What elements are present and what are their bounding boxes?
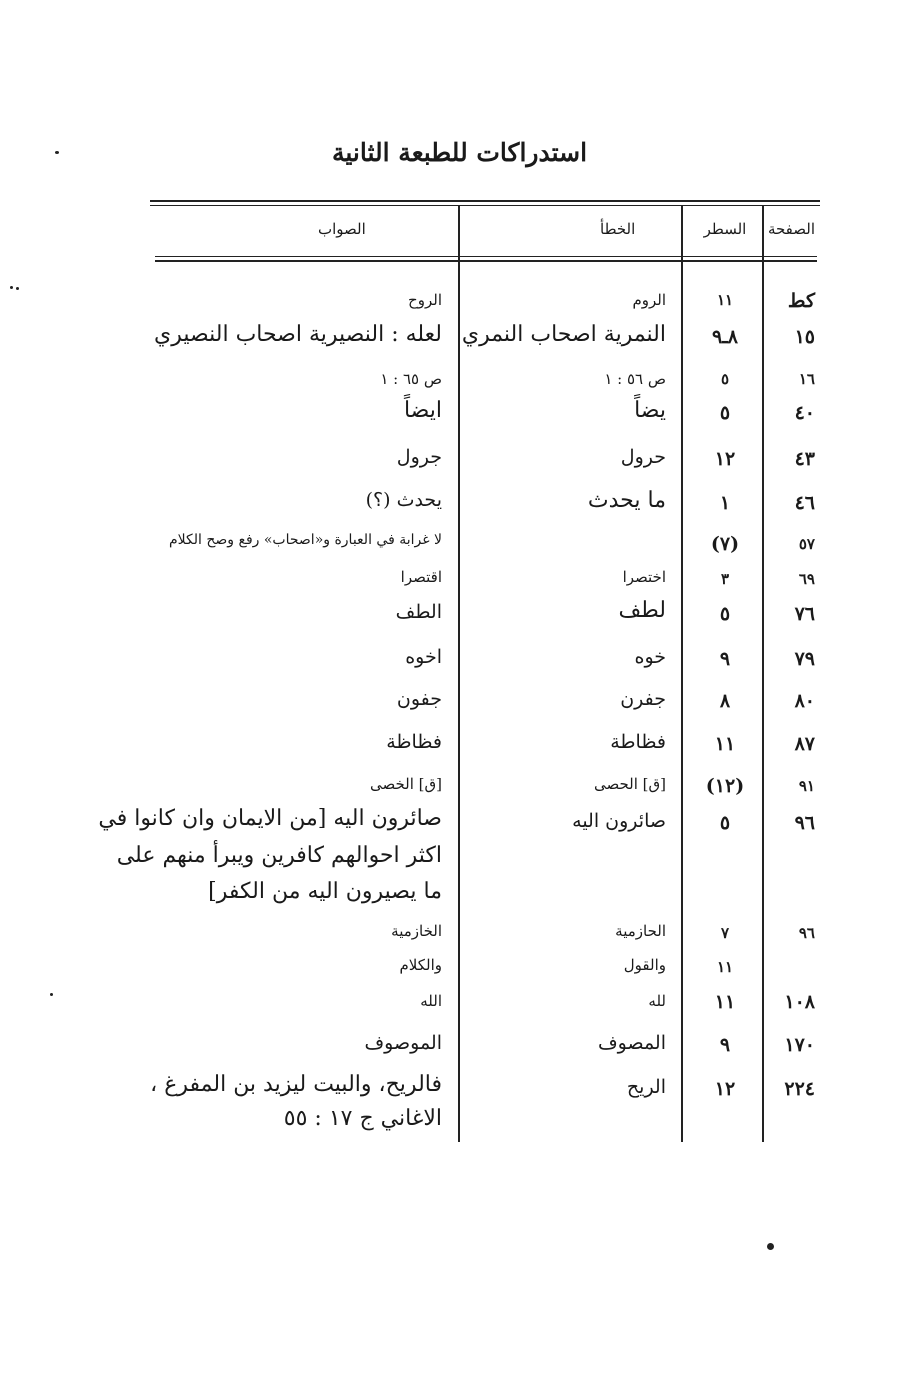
cell-right-line-1: صائرون اليه [من الايمان وان كانوا في bbox=[98, 806, 442, 831]
cell-page: ٩١ bbox=[798, 777, 815, 795]
print-speck bbox=[767, 1243, 774, 1250]
column-divider-right-wrong bbox=[458, 205, 460, 1142]
cell-wrong: والقول bbox=[623, 956, 666, 974]
cell-wrong: المصوف bbox=[597, 1032, 666, 1054]
print-speck bbox=[55, 151, 59, 154]
cell-line: ٥ bbox=[720, 370, 730, 388]
cell-page: ٦٩ bbox=[798, 570, 815, 588]
cell-wrong: الحازمية bbox=[615, 922, 666, 940]
cell-line: ٣ bbox=[720, 570, 730, 588]
cell-line: ١١ bbox=[714, 991, 736, 1013]
cell-line: ٥ bbox=[719, 603, 731, 625]
cell-line: ٨ـ٩ bbox=[711, 326, 738, 348]
cell-right-line-3: ما يصيرون اليه من الكفر] bbox=[208, 879, 442, 904]
table-top-rule bbox=[150, 200, 820, 202]
cell-wrong: لطف bbox=[618, 598, 666, 623]
cell-line: ١٢ bbox=[714, 1078, 736, 1100]
header-bottom-rule-inner bbox=[155, 260, 817, 262]
cell-wrong: اختصرا bbox=[622, 568, 666, 586]
cell-page: ١٥ bbox=[794, 326, 815, 348]
cell-wrong: الروم bbox=[632, 291, 666, 309]
print-speck bbox=[10, 286, 13, 289]
cell-line: ٥ bbox=[719, 812, 731, 834]
cell-line: ٨ bbox=[719, 690, 731, 712]
cell-wrong: خوه bbox=[634, 646, 666, 668]
column-divider-line-page bbox=[762, 205, 764, 1142]
cell-page: كط bbox=[787, 290, 815, 312]
cell-wrong: حرول bbox=[620, 446, 666, 468]
header-bottom-rule bbox=[155, 256, 817, 257]
cell-page: ٧٦ bbox=[794, 603, 815, 625]
cell-line: ١١ bbox=[716, 291, 734, 309]
cell-page: ٩٦ bbox=[794, 812, 815, 834]
cell-right: فظاظة bbox=[386, 731, 442, 753]
cell-line: ١١ bbox=[714, 733, 736, 755]
cell-line: (١٢) bbox=[705, 775, 745, 797]
cell-page: ٤٣ bbox=[794, 448, 815, 470]
cell-right: لعله : النصيرية اصحاب النصيري bbox=[154, 322, 442, 347]
cell-right: الموصوف bbox=[364, 1032, 442, 1054]
print-speck bbox=[16, 287, 19, 290]
cell-wrong: صائرون اليه bbox=[572, 810, 666, 832]
cell-page: ٩٦ bbox=[798, 924, 815, 942]
cell-right: لا غرابة في العبارة و«اصحاب» رفع وصح الكلام bbox=[169, 532, 442, 548]
cell-line: ١١ bbox=[716, 958, 734, 976]
cell-line: ١ bbox=[719, 492, 731, 514]
header-page: الصفحة bbox=[767, 220, 815, 238]
cell-wrong: جفرن bbox=[620, 688, 666, 710]
cell-line: (٧) bbox=[710, 533, 740, 555]
page-title: استدراكات للطبعة الثانية bbox=[331, 138, 588, 167]
header-right: الصواب bbox=[318, 220, 366, 238]
header-wrong: الخطأ bbox=[600, 220, 636, 238]
cell-page: ١٠٨ bbox=[784, 991, 815, 1013]
cell-wrong: يضاً bbox=[634, 398, 666, 423]
cell-right: اقتصرا bbox=[400, 568, 442, 586]
cell-wrong: فظاطة bbox=[610, 731, 666, 753]
cell-line: ٥ bbox=[719, 402, 731, 424]
cell-line: ٩ bbox=[719, 1034, 731, 1056]
print-speck bbox=[50, 993, 53, 996]
cell-right: يحدث (؟) bbox=[365, 489, 442, 511]
cell-right: جرول bbox=[396, 446, 442, 468]
cell-line: ٧ bbox=[720, 924, 730, 942]
cell-page: ٤٠ bbox=[794, 402, 815, 424]
cell-right: اخوه bbox=[405, 646, 442, 668]
cell-right: الروح bbox=[408, 291, 442, 309]
cell-page: ٨٧ bbox=[794, 733, 815, 755]
cell-right-line-1: فالريح، والبيت ليزيد بن المفرغ ، bbox=[150, 1072, 442, 1097]
cell-page: ٢٢٤ bbox=[784, 1078, 815, 1100]
cell-wrong: ص ٥٦ : ١ bbox=[604, 370, 666, 388]
cell-right: والكلام bbox=[399, 956, 442, 974]
cell-right: ايضاً bbox=[403, 398, 442, 423]
cell-line: ٩ bbox=[719, 648, 731, 670]
column-divider-wrong-line bbox=[681, 205, 683, 1142]
cell-line: ١٢ bbox=[714, 448, 736, 470]
cell-right-line-2: اكثر احوالهم كافرين ويبرأ منهم على bbox=[116, 843, 442, 868]
cell-right: جفون bbox=[396, 688, 442, 710]
cell-wrong: [ق] الحصى bbox=[593, 775, 666, 793]
header-line: السطر bbox=[703, 220, 747, 238]
cell-page: ٨٠ bbox=[794, 690, 815, 712]
table-top-rule-inner bbox=[150, 205, 820, 206]
cell-page: ٧٩ bbox=[794, 648, 815, 670]
cell-wrong: الريح bbox=[626, 1076, 666, 1098]
cell-right: الخازمية bbox=[391, 922, 442, 940]
cell-right: [ق] الخصى bbox=[369, 775, 442, 793]
cell-wrong: ما يحدث bbox=[587, 488, 666, 513]
cell-page: ١٧٠ bbox=[784, 1034, 815, 1056]
cell-page: ٤٦ bbox=[794, 492, 815, 514]
cell-right: الطف bbox=[395, 601, 442, 623]
cell-wrong: النمرية اصحاب النمري bbox=[461, 322, 666, 347]
cell-page: ٥٧ bbox=[798, 535, 815, 553]
cell-page: ١٦ bbox=[798, 370, 815, 388]
cell-right-line-2: الاغاني ج ١٧ : ٥٥ bbox=[283, 1106, 442, 1131]
cell-right: الله bbox=[420, 992, 442, 1010]
cell-right: ص ٦٥ : ١ bbox=[380, 370, 442, 388]
cell-wrong: لله bbox=[648, 992, 666, 1010]
